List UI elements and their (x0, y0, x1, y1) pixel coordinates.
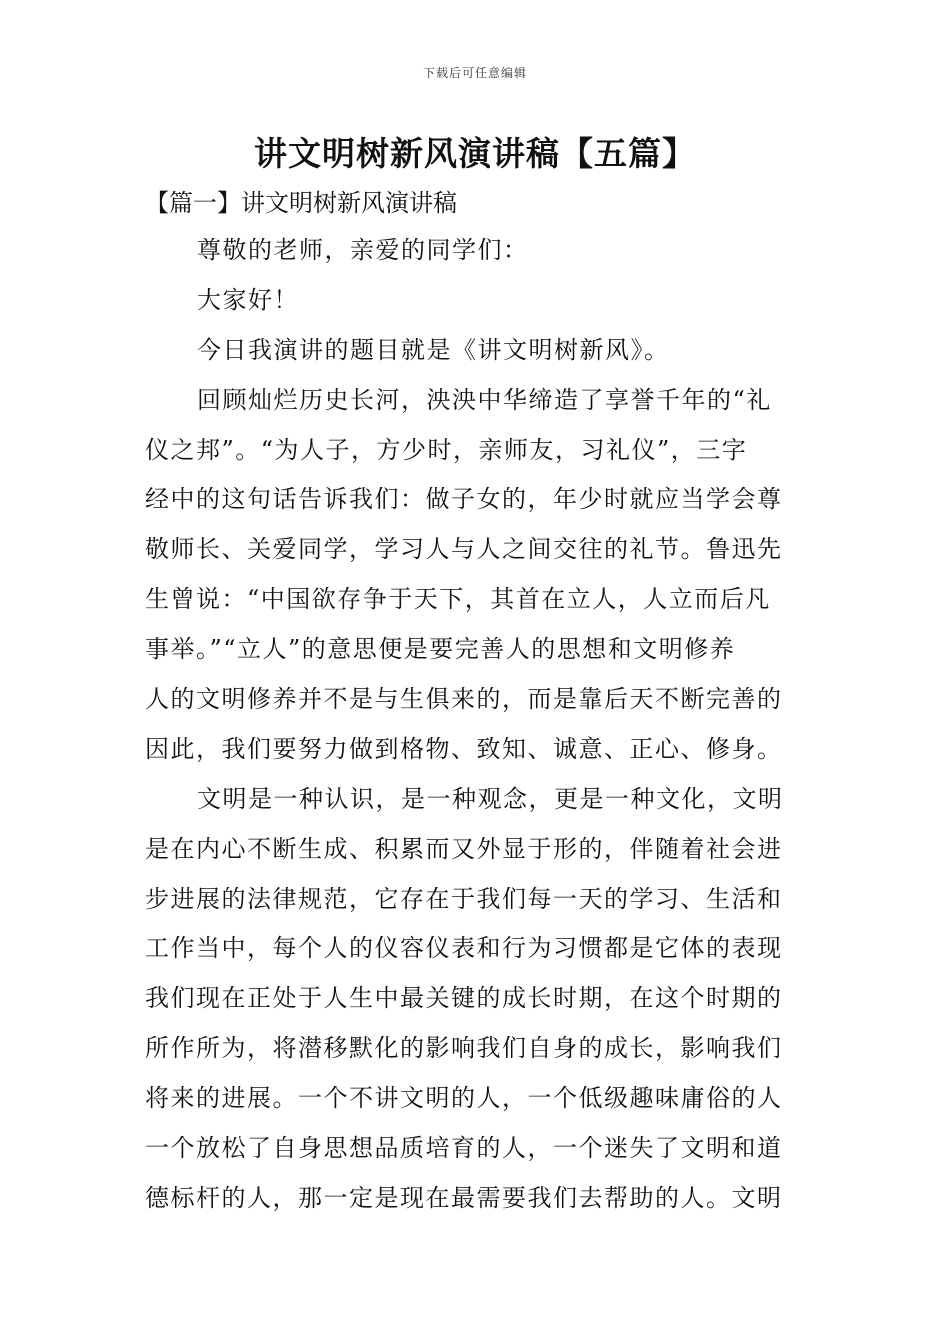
body-text (145, 226, 810, 1224)
paragraph-line: 大家好！ (197, 285, 299, 314)
paragraph-line: 工作当中，每个人的仪容仪表和行为习惯都是它体的表现 (145, 934, 783, 963)
document-title: 讲文明树新风演讲稿【五篇】 (254, 134, 696, 173)
paragraph-line: 步进展的法律规范，它存在于我们每一天的学习、生活和 (145, 884, 783, 913)
paragraph-line: 是在内心不断生成、积累而又外显于形的，伴随着社会进 (145, 834, 783, 863)
paragraph-line: 所作所为，将潜移默化的影响我们自身的成长，影响我们 (145, 1034, 783, 1063)
section-heading: 【篇一】讲文明树新风演讲稿 (145, 189, 457, 217)
paragraph-line: 我们现在正处于人生中最关键的成长时期，在这个时期的 (145, 984, 783, 1013)
header-note: 下载后可任意编辑 (422, 66, 527, 80)
paragraph-line: 今日我演讲的题目就是《讲文明树新风》。 (197, 335, 670, 364)
paragraph-line: 事举。”“立人”的意思便是要完善人的思想和文明修养 (145, 635, 736, 664)
paragraph-line: 回顾灿烂历史长河，泱泱中华缔造了享誉千年的“礼 (197, 385, 772, 414)
paragraph-line: 生曾说：“中国欲存争于天下，其首在立人，人立而后凡 (145, 585, 771, 614)
paragraph-line: 仪之邦”。“为人子，方少时，亲师友，习礼仪”，三字 (145, 435, 748, 464)
paragraph-line: 一个放松了自身思想品质培育的人，一个迷失了文明和道 (145, 1134, 783, 1163)
paragraph-line: 经中的这句话告诉我们：做子女的，年少时就应当学会尊 (145, 485, 783, 514)
paragraph-line: 人的文明修养并不是与生俱来的，而是靠后天不断完善的 (145, 685, 783, 714)
paragraph-line: 敬师长、关爱同学，学习人与人之间交往的礼节。鲁迅先 (145, 535, 783, 564)
paragraph-line: 尊敬的老师，亲爱的同学们： (197, 236, 529, 264)
paragraph-line: 因此，我们要努力做到格物、致知、诚意、正心、修身。 (145, 734, 783, 763)
paragraph-line: 将来的进展。一个不讲文明的人，一个低级趣味庸俗的人 (145, 1084, 783, 1113)
paragraph-line: 文明是一种认识，是一种观念，更是一种文化，文明 (197, 784, 784, 813)
paragraph-line: 德标杆的人，那一定是现在最需要我们去帮助的人。文明 (145, 1183, 783, 1212)
